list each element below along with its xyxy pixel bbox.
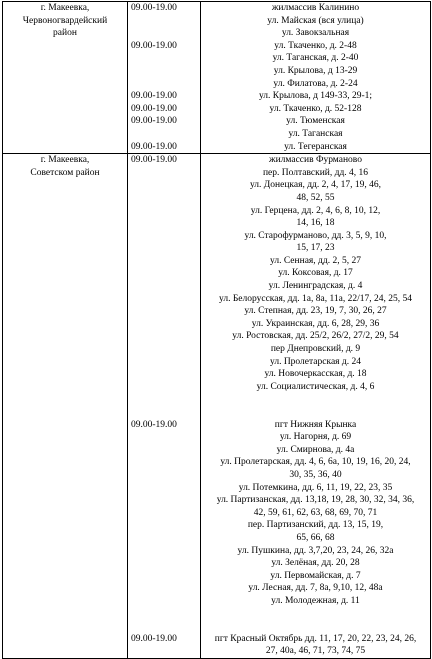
address-line: ул. Нагорня, д. 69 [279, 432, 352, 443]
time-cell [128, 154, 201, 659]
address-line: 30, 35, 36, 40 [289, 469, 342, 480]
time-line: 09.00-19.00 [131, 103, 177, 114]
address-line: ул. Ростовская, дд. 25/2, 26/2, 27/2, 29, 54 [232, 331, 399, 342]
address-line: ул. Крылова, д 13-29 [273, 65, 358, 76]
district-line: район [53, 28, 77, 39]
address-line: ул. Потемкина, дд. 6, 11, 19, 22, 23, 35 [238, 482, 393, 493]
address-line: ул. Пролетарская, дд. 4, 6, 6а, 10, 19, 16, 20, 24, [220, 457, 411, 468]
address-line: ул. Филатова, д. 2-24 [273, 78, 358, 89]
district-line: Червоногвардейский [22, 15, 108, 26]
time-cell [128, 2, 201, 154]
address-line: 48, 52, 55 [296, 192, 335, 203]
address-group-furmanovo [201, 154, 430, 393]
address-line: ул. Тегеранская [284, 141, 347, 152]
address-line: 42, 59, 61, 62, 63, 68, 69, 70, 71 [253, 507, 378, 518]
district-line: Советском район [30, 167, 100, 178]
address-line: пер Днепровский, д. 9 [270, 344, 361, 355]
address-line: ул. Донецкая, дд. 2, 4, 17, 19, 46, [249, 180, 382, 191]
address-line: ул. Пролетарская д. 24 [270, 356, 361, 367]
address-line: ул. Белорусская, дд. 1а, 8а, 11а, 22/17, 24, 25, 54 [219, 293, 412, 304]
time-line: 09.00-19.00 [131, 141, 177, 152]
time-line: 09.00-19.00 [131, 3, 177, 13]
address-line: ул. Завокзальная [281, 28, 350, 39]
address-line: ул. Таганская [288, 128, 343, 139]
table-row [3, 154, 431, 659]
address-line: ул. Герцена, дд. 2, 4, 6, 8, 10, 12, [250, 205, 381, 216]
address-cell [201, 154, 431, 659]
address-line: 65, 66, 68 [296, 532, 335, 543]
address-line: ул. Тюменская [286, 116, 345, 127]
address-line: ул. Социалистическая, д. 4, 6 [256, 381, 375, 392]
address-line: 15, 17, 23 [296, 243, 335, 254]
address-cell [201, 2, 431, 154]
address-line: ул. Пушкина, дд. 3,7,20, 23, 24, 26, 32а [237, 545, 394, 556]
time-line: 09.00-19.00 [131, 419, 177, 430]
address-line: ул. Первомайская, д. 7 [270, 570, 361, 581]
address-line: ул. Украинская, дд. 6, 28, 29, 36 [251, 318, 380, 329]
address-line: ул. Ленинградская, д. 4 [268, 281, 363, 292]
district-line: г. Макеевка, [40, 3, 90, 13]
address-line: ул. Лесная, дд. 7, 8а, 9,10, 12, 48а [248, 583, 383, 594]
address-line: пер. Полтавский, дд. 4, 16 [262, 167, 369, 178]
address-line: ул. Зелёная, дд. 20, 28 [271, 558, 360, 569]
address-line: жилмассив Фурманово [269, 155, 362, 166]
address-line: ул. Ткаченко, д. 2-48 [274, 40, 357, 51]
district-cell [3, 154, 128, 659]
schedule-table [2, 1, 431, 659]
address-line: ул. Крылова, д 149-33, 29-1; [258, 91, 373, 102]
address-line: 14, 16, 18 [296, 218, 335, 229]
address-line: пгт Нижняя Крынка [274, 419, 357, 430]
address-line: ул. Смирнова, д. 4а [276, 444, 355, 455]
address-line: ул. Ткаченко, д. 52-128 [269, 103, 362, 114]
district-line: г. Макеевка, [40, 155, 90, 166]
address-group-nizhnyaya-krynka [201, 419, 430, 608]
address-line: ул. Майская (вся улица) [267, 15, 364, 26]
address-line: пер. Партизанский, дд. 13, 15, 19, [247, 520, 384, 531]
address-line: жилмассив Калинино [271, 3, 360, 13]
address-line: ул. Новочеркасская, д. 18 [264, 369, 367, 380]
address-line: ул. Степная, дд. 23, 19, 7, 30, 26, 27 [244, 306, 387, 317]
address-line: 27, 40а, 46, 71, 73, 74, 75 [265, 646, 366, 657]
time-line: 09.00-19.00 [131, 40, 177, 51]
address-line: пгт Красный Октябрь дд. 11, 17, 20, 22, 23, 24, 26, [214, 633, 417, 644]
address-line: ул. Таганская, д. 2-40 [272, 53, 359, 64]
district-cell [3, 2, 128, 154]
address-line: ул. Молодежная, д. 11 [271, 595, 360, 606]
address-line: ул. Сенная, дд. 2, 5, 27 [270, 255, 361, 266]
time-line: 09.00-19.00 [131, 116, 177, 127]
table-row [3, 2, 431, 154]
time-line: 09.00-19.00 [131, 91, 177, 102]
address-line: ул. Старофурманово, дд. 3, 5, 9, 10, [244, 230, 387, 241]
address-group-krasny-oktyabr [201, 633, 430, 658]
time-line: 09.00-19.00 [131, 155, 177, 166]
time-line: 09.00-19.00 [131, 633, 177, 644]
address-line: ул. Партизанская, дд. 13,18, 19, 28, 30, 32, 34, 36, [216, 495, 415, 506]
address-line: ул. Коксовая, д. 17 [278, 268, 353, 279]
